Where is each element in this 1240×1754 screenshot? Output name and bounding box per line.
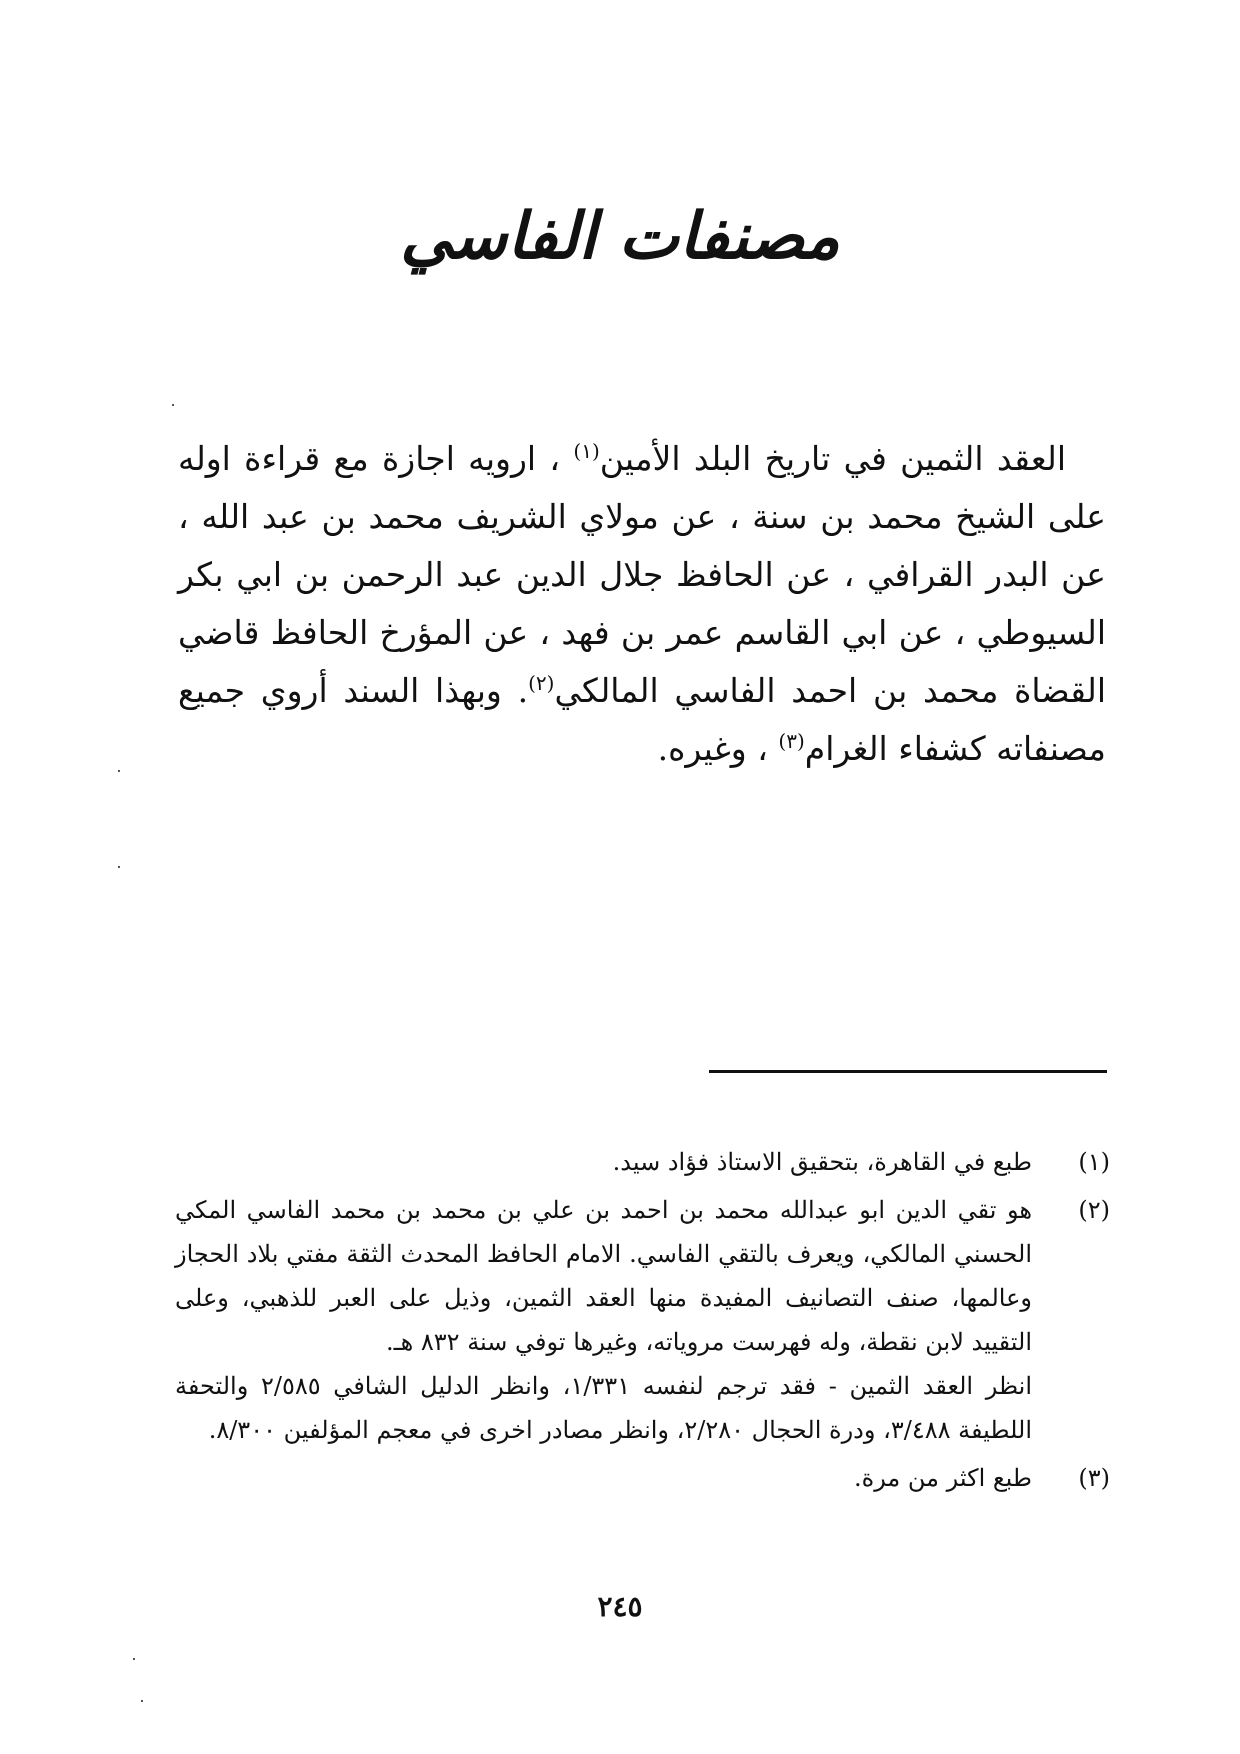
footnote-text: هو تقي الدين ابو عبدالله محمد بن احمد بن علي بن محمد بن محمد الفاسي المكي الحسني المالكي، ويعرف بالتقي الفاسي. الامام الحافظ المحدث الثقة مفتي بلاد الحجاز وعالمها، صنف التصانيف المفيدة منها العقد الثمين، وذيل على العبر للذهبي، وعلى التقييد لابن نقطة، وله فهرست مروياته، وغيرها توفي سنة ٨٣٢ هـ.: [175, 1196, 1033, 1356]
footnote-body: [175, 1140, 1032, 1184]
scan-speck: [118, 770, 120, 772]
main-text-part-2: ، ارويه اجازة مع قراءة اوله على الشيخ محمد بن سنة ، عن مولاي الشريف محمد بن عبد الله ، عن البدر القرافي ، عن الحافظ جلال الدين عبد الرحمن بن ابي بكر السيوطي ، عن ابي القاسم عمر بن فهد ، عن المؤرخ الحافظ قاضي القضاة محمد بن احمد الفاسي المالكي: [178, 439, 1106, 710]
footnote-number: (٢): [1078, 1196, 1110, 1224]
main-text-part-1: العقد الثمين في تاريخ البلد الأمين: [599, 439, 1066, 478]
scan-speck: [141, 1700, 143, 1702]
footnote-text: طبع في القاهرة، بتحقيق الاستاذ فؤاد سيد.: [612, 1148, 1032, 1176]
footnote-text: طبع اكثر من مرة.: [853, 1464, 1032, 1492]
scan-speck: [133, 1658, 135, 1660]
main-paragraph: [178, 430, 1106, 778]
footnote-ref-2[interactable]: (٢): [528, 671, 555, 695]
footnote-body: [175, 1456, 1032, 1500]
footnote-ref-1[interactable]: (١): [573, 439, 600, 463]
footnote-body: [175, 1188, 1032, 1452]
main-text: [178, 430, 1106, 778]
footnote-3: [175, 1456, 1110, 1500]
footnote-ref-3[interactable]: (٣): [778, 729, 805, 753]
footnote-number: (٣): [1078, 1464, 1110, 1492]
footnote-2: [175, 1188, 1110, 1452]
scan-speck: [172, 404, 174, 406]
footnote-text: انظر العقد الثمين - فقد ترجم لنفسه ١/٣٣١، وانظر الدليل الشافي ٢/٥٨٥ والتحفة اللطيفة ٣/٤٨٨، ودرة الحجال ٢/٢٨٠، وانظر مصادر اخرى في معجم المؤلفين ٨/٣٠٠.: [175, 1372, 1032, 1444]
main-text-part-4: ، وغيره.: [657, 729, 768, 768]
footnote-1: [175, 1140, 1110, 1184]
main-text-part-3: . وبهذا السند أروي جميع مصنفاته كشفاء الغرام: [178, 671, 1106, 768]
footnote-number: (١): [1078, 1148, 1110, 1176]
footnote-divider: [709, 1070, 1107, 1073]
page-number: ٢٤٥: [597, 1590, 643, 1623]
page-title: مصنفات الفاسي: [400, 200, 840, 274]
footnotes: [175, 1140, 1110, 1504]
scan-speck: [118, 866, 120, 868]
